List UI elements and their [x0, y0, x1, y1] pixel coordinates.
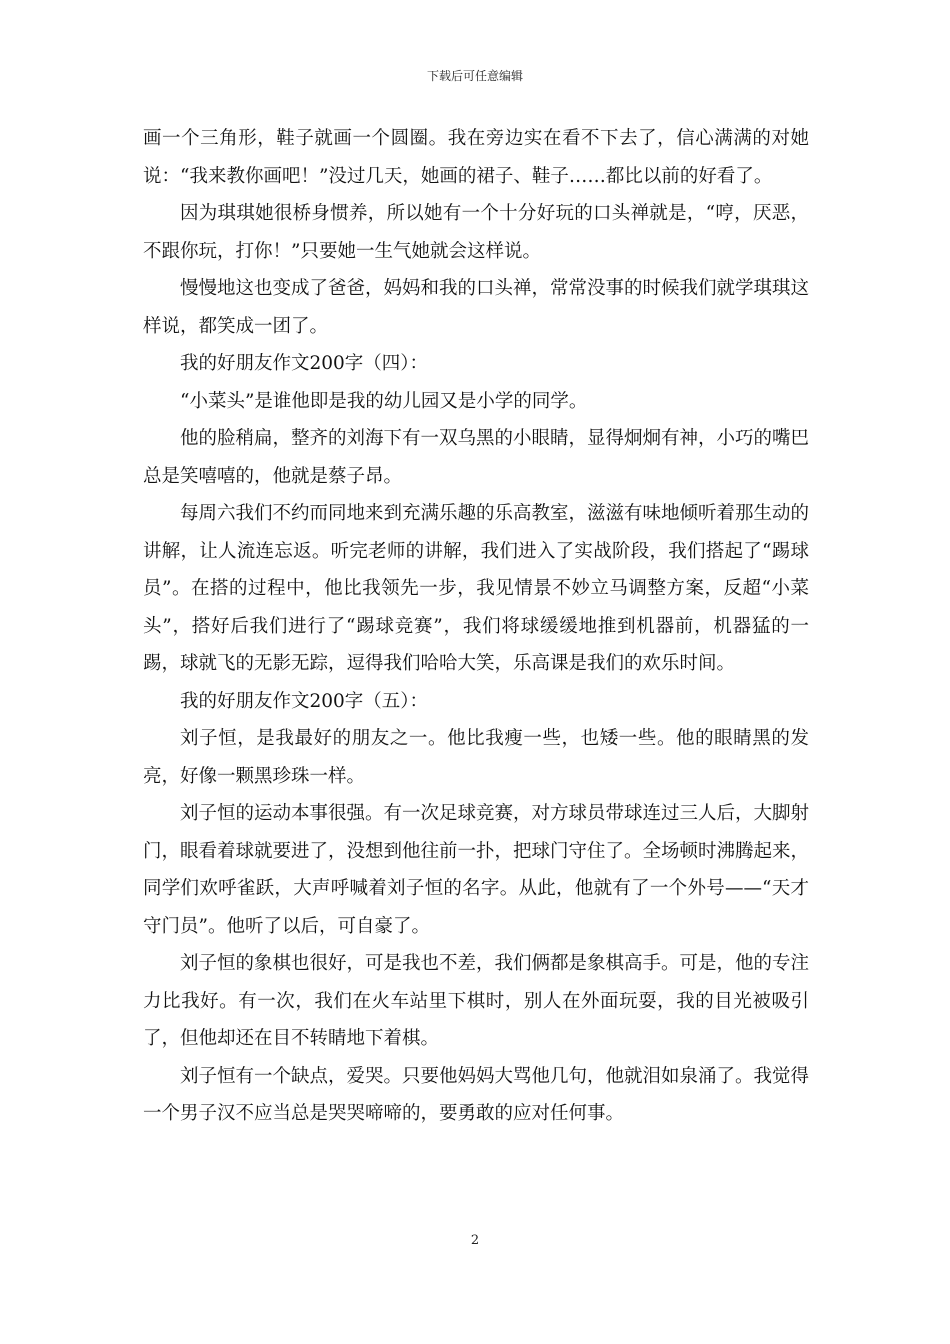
paragraph: 他的脸稍扁，整齐的刘海下有一双乌黑的小眼睛，显得炯炯有神，小巧的嘴巴总是笑嘻嘻的，他就是蔡子昂。 — [143, 428, 810, 487]
section-heading: 我的好朋友作文200字（五）： — [180, 690, 429, 712]
page-number: 2 — [470, 1233, 480, 1248]
paragraph: 每周六我们不约而同地来到充满乐趣的乐高教室，滋滋有味地倾听着那生动的讲解，让人流连忘返。听完老师的讲解，我们进入了实战阶段，我们搭起了“踢球员”。在搭的过程中，他比我领先一步，我见情景不妙立马调整方案，反超“小菜头”，搭好后我们进行了“踢球竞赛”，我们将球缓缓地推到机器前，机器猛的一踢，球就飞的无影无踪，逗得我们哈哈大笑，乐高课是我们的欢乐时间。 — [143, 503, 810, 674]
paragraph: “小菜头”是谁他即是我的幼儿园又是小学的同学。 — [180, 390, 588, 412]
page-header: 下载后可任意编辑 — [426, 69, 523, 83]
paragraph: 刘子恒，是我最好的朋友之一。他比我瘦一些，也矮一些。他的眼睛黑的发亮，好像一颗黑珍珠一样。 — [143, 728, 809, 787]
body-text — [143, 120, 809, 1133]
paragraph: 因为琪琪她很桥身惯养，所以她有一个十分好玩的口头禅就是，“哼，厌恶，不跟你玩，打你！”只要她一生气她就会这样说。 — [143, 203, 809, 262]
paragraph: 刘子恒有一个缺点，爱哭。只要他妈妈大骂他几句，他就泪如泉涌了。我觉得一个男子汉不应当总是哭哭啼啼的，要勇敢的应对任何事。 — [143, 1065, 810, 1124]
section-heading: 我的好朋友作文200字（四）： — [180, 353, 429, 374]
paragraph-continued: 画一个三角形，鞋子就画一个圆圈。我在旁边实在看不下去了，信心满满的对她说：“我来教你画吧！”没过几天，她画的裙子、鞋子……都比以前的好看了。 — [143, 128, 809, 187]
paragraph: 刘子恒的象棋也很好，可是我也不差，我们俩都是象棋高手。可是，他的专注力比我好。有一次，我们在火车站里下棋时，别人在外面玩耍，我的目光被吸引了，但他却还在目不转睛地下着棋。 — [143, 953, 810, 1049]
paragraph: 刘子恒的运动本事很强。有一次足球竞赛，对方球员带球连过三人后，大脚射门，眼看着球就要进了，没想到他往前一扑，把球门守住了。全场顿时沸腾起来，同学们欢呼雀跃，大声呼喊着刘子恒的名字。从此，他就有了一个外号——“天才守门员”。他听了以后，可自豪了。 — [143, 803, 810, 937]
paragraph: 慢慢地这也变成了爸爸，妈妈和我的口头禅，常常没事的时候我们就学琪琪这样说，都笑成一团了。 — [143, 278, 810, 337]
